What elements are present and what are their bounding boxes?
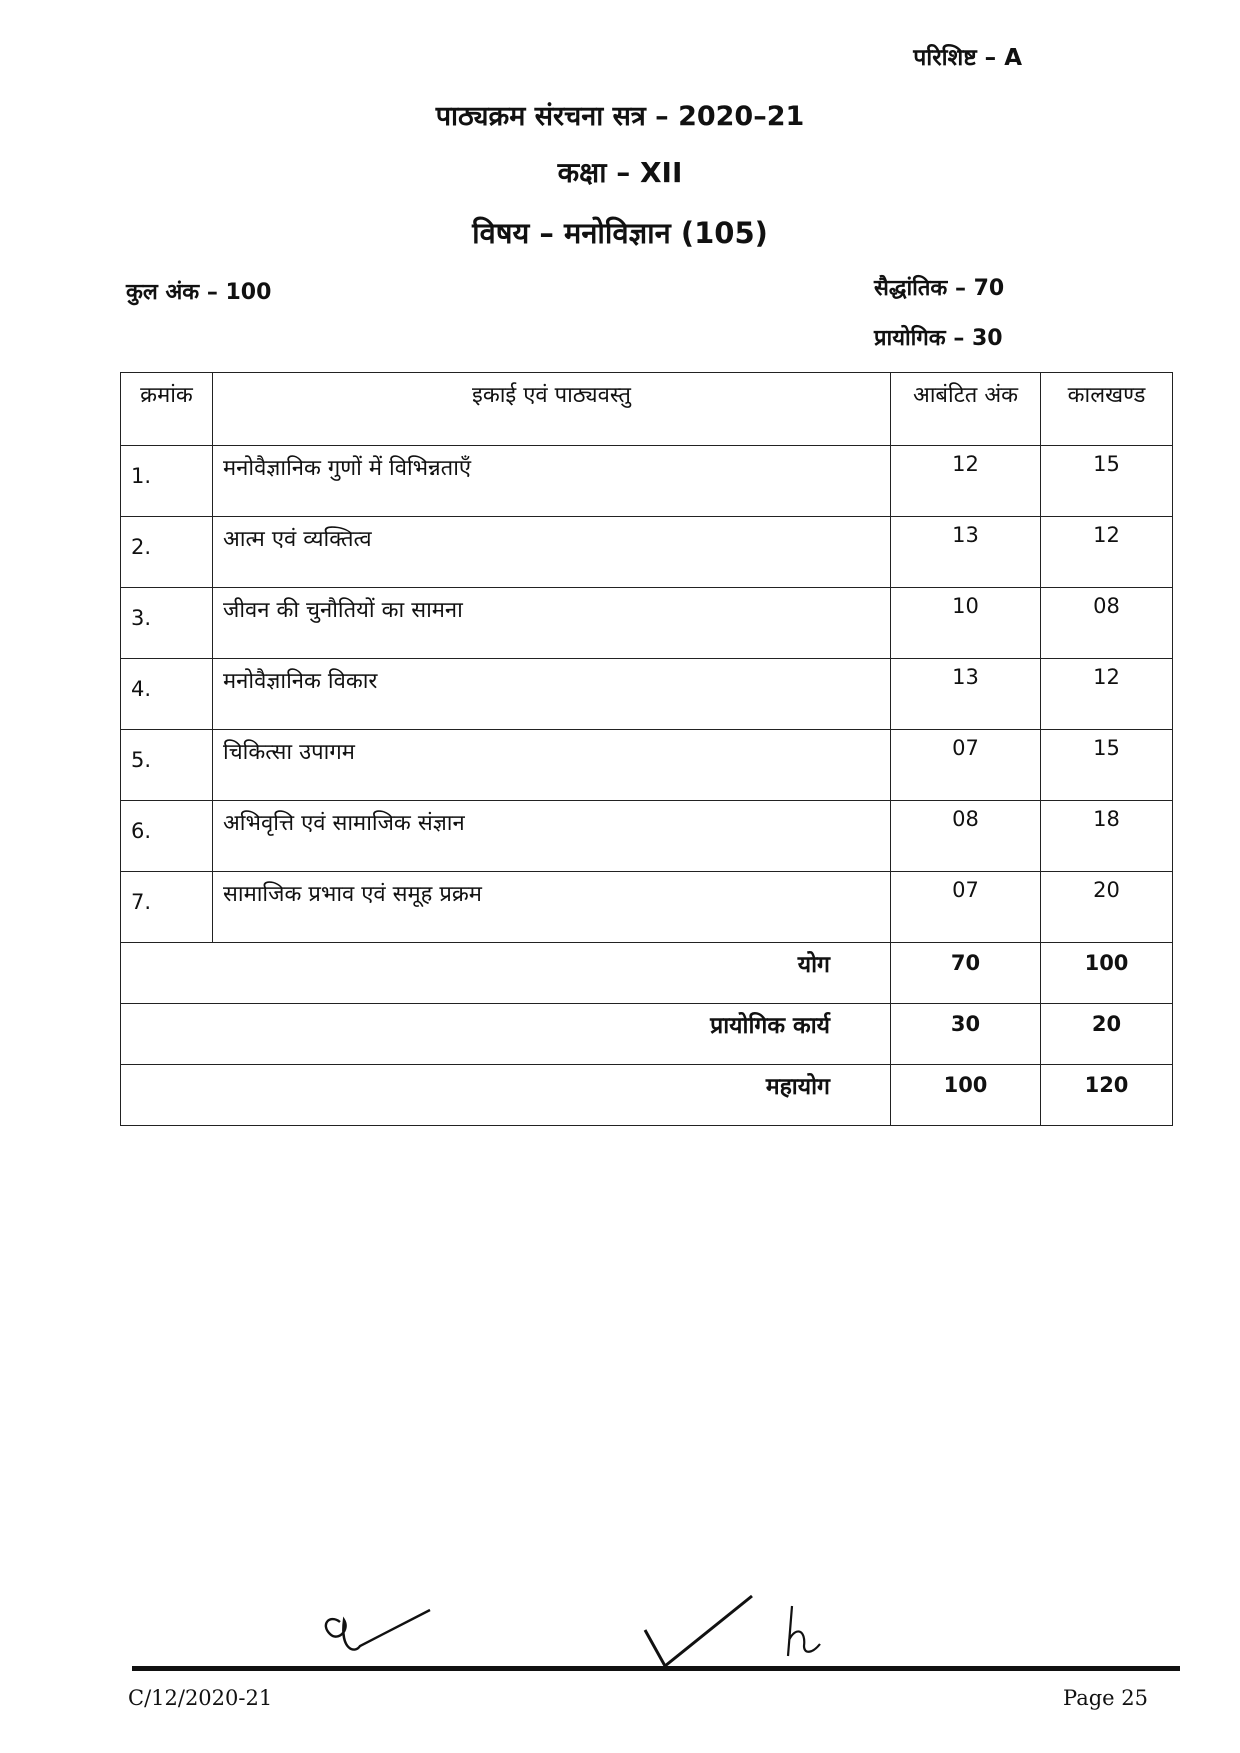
row-serial: 3. (121, 588, 213, 659)
row-marks: 12 (891, 446, 1041, 517)
table-row (121, 730, 1173, 801)
row-unit: सामाजिक प्रभाव एवं समूह प्रक्रम (213, 872, 891, 943)
header-periods: कालखण्ड (1041, 373, 1173, 446)
syllabus-table (120, 372, 1173, 1126)
practical-periods-value: 20 (1041, 1004, 1173, 1065)
row-periods: 12 (1041, 659, 1173, 730)
grand-total-row (121, 1065, 1173, 1126)
row-marks: 13 (891, 659, 1041, 730)
table-row (121, 659, 1173, 730)
table-row (121, 801, 1173, 872)
row-unit: अभिवृत्ति एवं सामाजिक संज्ञान (213, 801, 891, 872)
row-periods: 15 (1041, 730, 1173, 801)
row-unit: मनोवैज्ञानिक विकार (213, 659, 891, 730)
practical-label: प्रायोगिक कार्य (121, 1004, 891, 1065)
row-marks: 07 (891, 872, 1041, 943)
total-marks: कुल अंक – 100 (126, 280, 272, 305)
grand-total-marks-value: 100 (891, 1065, 1041, 1126)
page-title: पाठ्यक्रम संरचना सत्र – 2020–21 (435, 101, 805, 132)
table-header-row (121, 373, 1173, 446)
row-serial: 6. (121, 801, 213, 872)
total-periods-value: 100 (1041, 943, 1173, 1004)
row-periods: 12 (1041, 517, 1173, 588)
handwritten-signatures (300, 1590, 860, 1670)
row-marks: 10 (891, 588, 1041, 659)
table-row (121, 872, 1173, 943)
row-serial: 5. (121, 730, 213, 801)
row-unit: जीवन की चुनौतियों का सामना (213, 588, 891, 659)
theory-marks: सैद्धांतिक – 70 (874, 276, 1005, 301)
row-marks: 08 (891, 801, 1041, 872)
footer-rule (132, 1666, 1180, 1671)
signature-mark-2 (645, 1596, 752, 1666)
page-number: Page 25 (1063, 1686, 1148, 1710)
row-serial: 1. (121, 446, 213, 517)
row-serial: 7. (121, 872, 213, 943)
row-periods: 15 (1041, 446, 1173, 517)
total-label: योग (121, 943, 891, 1004)
row-serial: 2. (121, 517, 213, 588)
row-unit: चिकित्सा उपागम (213, 730, 891, 801)
row-serial: 4. (121, 659, 213, 730)
row-periods: 20 (1041, 872, 1173, 943)
row-unit: आत्म एवं व्यक्तित्व (213, 517, 891, 588)
row-periods: 18 (1041, 801, 1173, 872)
subject-title: विषय – मनोविज्ञान (105) (472, 216, 768, 250)
header-serial: क्रमांक (121, 373, 213, 446)
row-unit: मनोवैज्ञानिक गुणों में विभिन्नताएँ (213, 446, 891, 517)
header-marks: आबंटित अंक (891, 373, 1041, 446)
table-row (121, 446, 1173, 517)
document-code: C/12/2020-21 (128, 1686, 273, 1710)
appendix-label: परिशिष्ट – A (913, 45, 1022, 71)
row-marks: 07 (891, 730, 1041, 801)
class-title: कक्षा – XII (557, 156, 683, 189)
table-row (121, 588, 1173, 659)
practical-marks-value: 30 (891, 1004, 1041, 1065)
table-row (121, 517, 1173, 588)
row-marks: 13 (891, 517, 1041, 588)
grand-total-periods-value: 120 (1041, 1065, 1173, 1126)
total-row (121, 943, 1173, 1004)
practical-row (121, 1004, 1173, 1065)
practical-marks: प्रायोगिक – 30 (874, 326, 1003, 351)
signature-mark-3 (788, 1606, 820, 1656)
grand-total-label: महायोग (121, 1065, 891, 1126)
total-marks-value: 70 (891, 943, 1041, 1004)
signature-mark-1 (326, 1610, 430, 1650)
header-unit: इकाई एवं पाठ्यवस्तु (213, 373, 891, 446)
row-periods: 08 (1041, 588, 1173, 659)
